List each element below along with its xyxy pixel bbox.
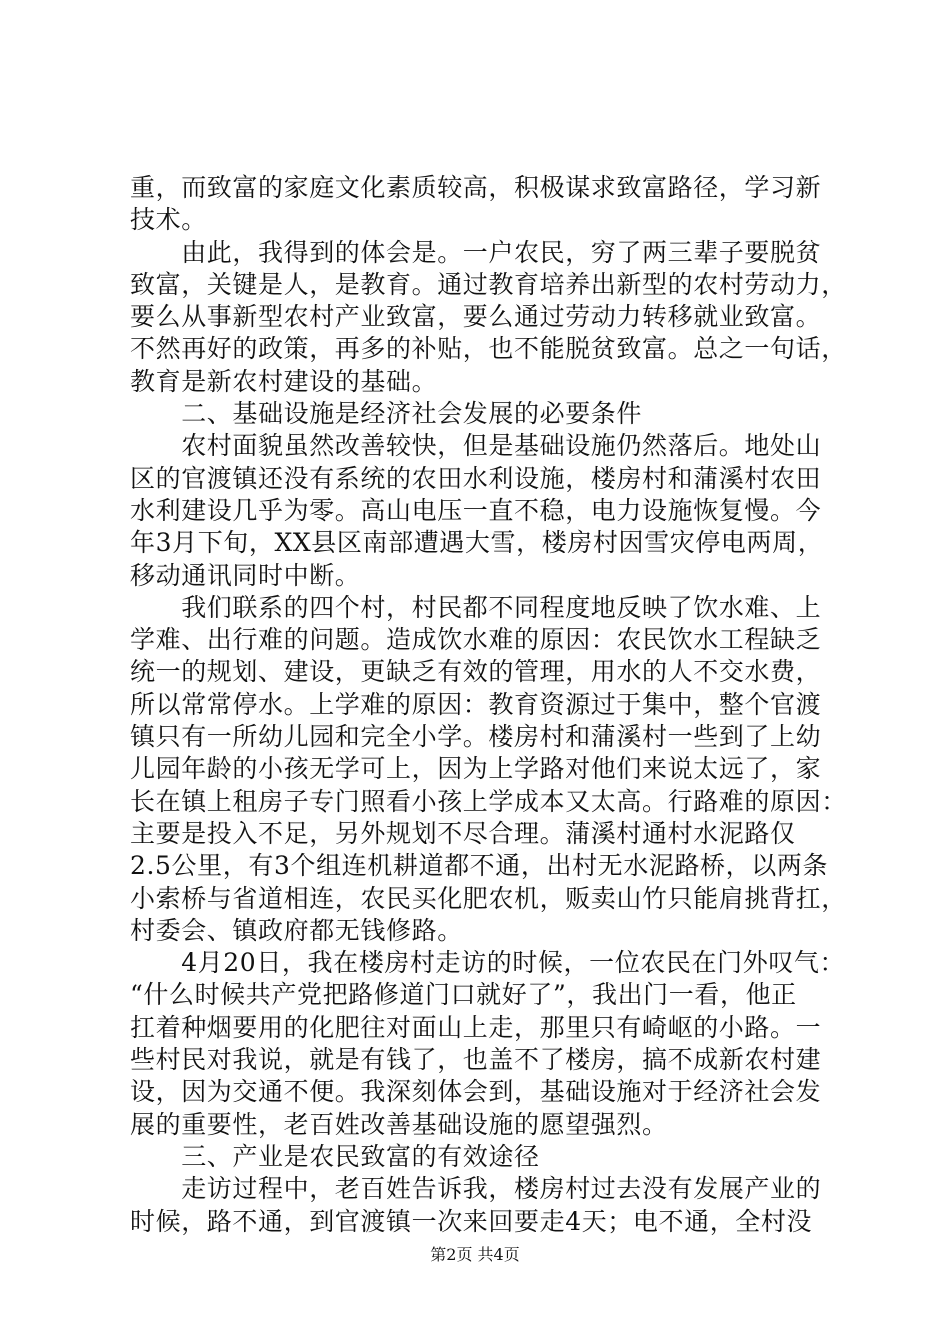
text-line: 三、产业是农民致富的有效途径 xyxy=(130,1141,540,1171)
text-line: 所以常常停水。上学难的原因：教育资源过于集中，整个官渡 xyxy=(130,689,822,719)
text-line: 展的重要性，老百姓改善基础设施的愿望强烈。 xyxy=(130,1109,668,1139)
text-line: 重，而致富的家庭文化素质较高，积极谋求致富路径，学习新 xyxy=(130,173,822,202)
text-line: 时候，路不通，到官渡镇一次来回要走4天；电不通，全村没 xyxy=(130,1206,813,1236)
text-line: 不然再好的政策，再多的补贴，也不能脱贫致富。总之一句话， xyxy=(130,334,847,364)
text-line: 4月20日，我在楼房村走访的时候，一位农民在门外叹气： xyxy=(130,948,846,978)
body-text xyxy=(130,172,847,1238)
text-line: 要么从事新型农村产业致富，要么通过劳动力转移就业致富。 xyxy=(130,302,822,332)
text-line: 移动通讯同时中断。 xyxy=(130,560,361,590)
text-line: 水利建设几乎为零。高山电压一直不稳，电力设施恢复慢。今 xyxy=(130,495,822,525)
text-line: 主要是投入不足，另外规划不尽合理。蒲溪村通村水泥路仅 xyxy=(130,818,796,848)
text-line: 由此，我得到的体会是。一户农民，穷了两三辈子要脱贫 xyxy=(130,237,822,267)
text-line: 区的官渡镇还没有系统的农田水利设施，楼房村和蒲溪村农田 xyxy=(130,463,822,493)
text-line: 设，因为交通不便。我深刻体会到，基础设施对于经济社会发 xyxy=(130,1077,822,1107)
text-line: 些村民对我说，就是有钱了，也盖不了楼房，搞不成新农村建 xyxy=(130,1045,822,1075)
text-line: 儿园年龄的小孩无学可上，因为上学路对他们来说太远了，家 xyxy=(130,754,822,784)
text-line: 致富，关键是人，是教育。通过教育培养出新型的农村劳动力， xyxy=(130,269,847,299)
text-line: 长在镇上租房子专门照看小孩上学成本又太高。行路难的原因： xyxy=(130,786,847,816)
text-line: 小索桥与省道相连，农民买化肥农机，贩卖山竹只能肩挑背扛， xyxy=(130,883,847,913)
text-line: 教育是新农村建设的基础。 xyxy=(130,366,438,396)
text-line: 学难、出行难的问题。造成饮水难的原因：农民饮水工程缺乏 xyxy=(130,625,822,655)
text-line: 镇只有一所幼儿园和完全小学。楼房村和蒲溪村一些到了上幼 xyxy=(130,722,822,752)
text-line: “什么时候共产党把路修道门口就好了”，我出门一看，他正 xyxy=(130,980,797,1010)
text-line: 统一的规划、建设，更缺乏有效的管理，用水的人不交水费， xyxy=(130,657,822,687)
text-line: 农村面貌虽然改善较快，但是基础设施仍然落后。地处山 xyxy=(130,431,822,461)
text-line: 扛着种烟要用的化肥往对面山上走，那里只有崎岖的小路。一 xyxy=(130,1012,822,1042)
text-line: 年3月下旬，XX县区南部遭遇大雪，楼房村因雪灾停电两周， xyxy=(130,528,824,558)
text-line: 2.5公里，有3个组连机耕道都不通，出村无水泥路桥，以两条 xyxy=(130,851,829,881)
text-line: 村委会、镇政府都无钱修路。 xyxy=(130,915,463,945)
text-line: 我们联系的四个村，村民都不同程度地反映了饮水难、上 xyxy=(130,592,822,622)
text-line: 技术。 xyxy=(130,205,207,235)
page-footer: 第2页 共4页 xyxy=(430,1245,520,1264)
text-line: 走访过程中，老百姓告诉我，楼房村过去没有发展产业的 xyxy=(130,1174,822,1204)
text-line: 二、基础设施是经济社会发展的必要条件 xyxy=(130,399,643,429)
